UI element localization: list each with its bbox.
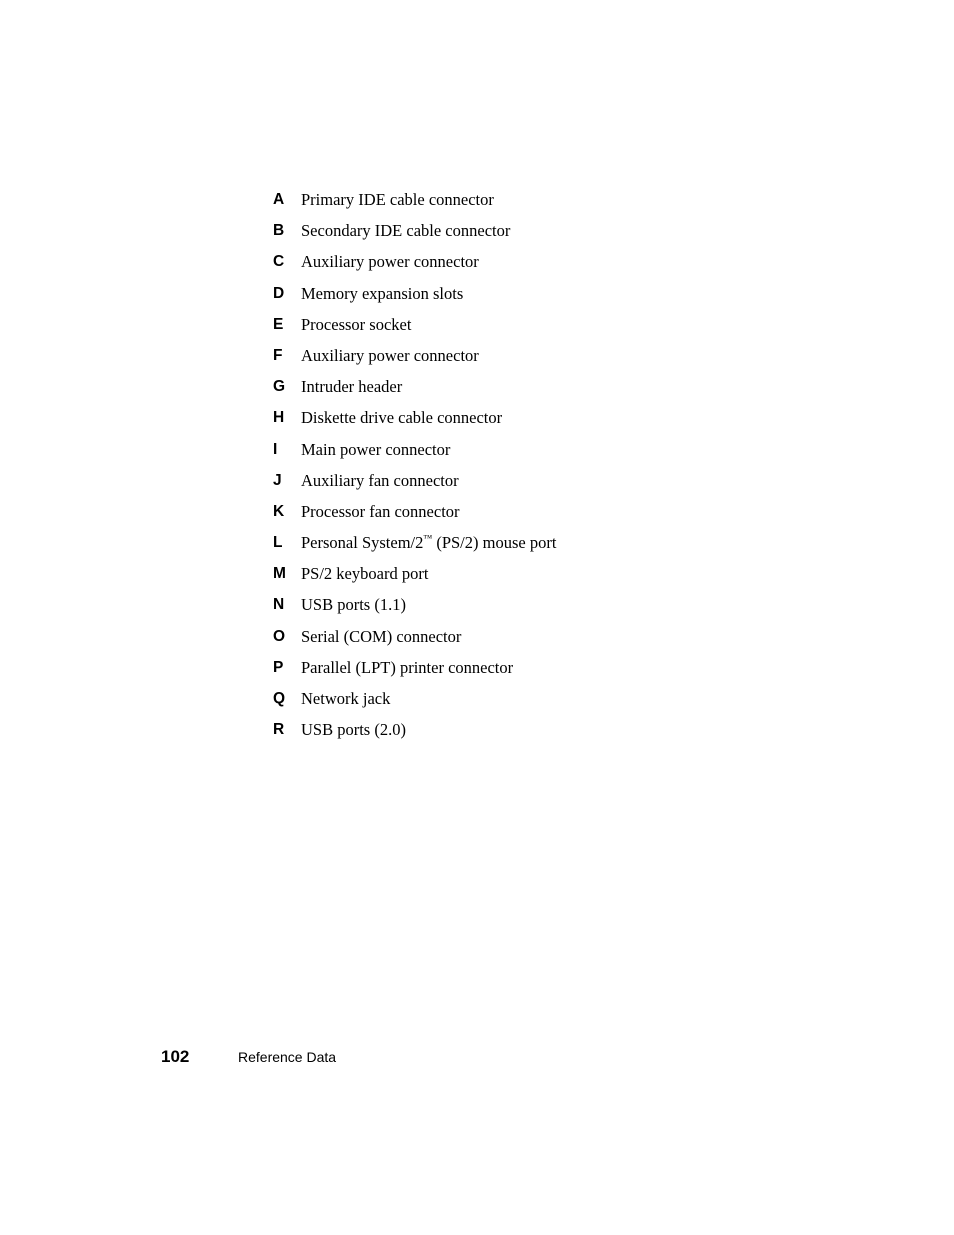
legend-letter: O	[273, 627, 286, 645]
legend-item-f	[273, 343, 556, 374]
legend-description: Auxiliary fan connector	[301, 470, 459, 490]
legend-item-b	[273, 218, 556, 249]
legend-letter: N	[273, 596, 285, 614]
legend-description-main: Personal System/2	[301, 533, 424, 553]
legend-description: Serial (COM) connector	[301, 626, 462, 646]
legend-letter: F	[273, 346, 283, 364]
page-footer	[161, 1047, 336, 1071]
legend-description: Parallel (LPT) printer connector	[301, 657, 514, 677]
legend-letter: M	[273, 565, 286, 583]
legend-item-p	[273, 655, 556, 686]
legend-letter: B	[273, 222, 285, 240]
legend-description-suffix: (PS/2) mouse port	[432, 533, 557, 553]
legend-description: Processor socket	[301, 314, 412, 334]
legend-letter: L	[273, 534, 283, 552]
page-number: 102	[161, 1047, 190, 1066]
legend-description: Network jack	[301, 689, 391, 708]
legend-item-h	[273, 405, 556, 436]
legend-description: Secondary IDE cable connector	[301, 221, 511, 241]
legend-letter: R	[273, 721, 285, 739]
legend-item-d	[273, 281, 556, 312]
legend-item-n	[273, 592, 556, 623]
legend-description: Memory expansion slots	[301, 283, 464, 303]
legend-description: Processor fan connector	[301, 501, 460, 521]
legend-description: Intruder header	[301, 377, 403, 397]
legend-letter: Q	[273, 690, 286, 707]
trademark-symbol: ™	[423, 533, 433, 544]
legend-letter: I	[273, 440, 278, 458]
legend-item-j	[273, 468, 556, 499]
legend-item-a	[273, 187, 556, 218]
legend-item-l	[273, 530, 556, 561]
legend-item-k	[273, 499, 556, 530]
running-footer-title: Reference Data	[238, 1049, 337, 1065]
legend-letter: C	[273, 253, 285, 271]
legend-letter: H	[273, 409, 285, 427]
legend-letter: G	[273, 378, 286, 396]
legend-description: Main power connector	[301, 439, 451, 459]
legend-description: Auxiliary power connector	[301, 252, 479, 272]
legend-letter: A	[273, 191, 285, 208]
legend-item-e	[273, 312, 556, 343]
legend-letter: P	[273, 658, 284, 676]
legend-item-o	[273, 624, 556, 655]
legend-description: Diskette drive cable connector	[301, 408, 503, 428]
legend-item-q	[273, 686, 556, 717]
legend-description: Primary IDE cable connector	[301, 190, 494, 209]
legend-description: Auxiliary power connector	[301, 345, 479, 365]
legend-item-c	[273, 249, 556, 280]
legend-letter: E	[273, 315, 284, 333]
legend-item-r	[273, 717, 556, 748]
legend-item-i	[273, 437, 556, 468]
legend-description: USB ports (2.0)	[301, 720, 406, 740]
legend-description: PS/2 keyboard port	[301, 564, 429, 584]
legend-letter: J	[273, 471, 282, 489]
legend-description	[301, 530, 556, 556]
legend-letter: D	[273, 284, 285, 302]
legend-description: USB ports (1.1)	[301, 595, 406, 615]
legend-letter: K	[273, 502, 285, 520]
connector-legend-list	[273, 187, 556, 748]
legend-item-g	[273, 374, 556, 405]
legend-item-m	[273, 561, 556, 592]
